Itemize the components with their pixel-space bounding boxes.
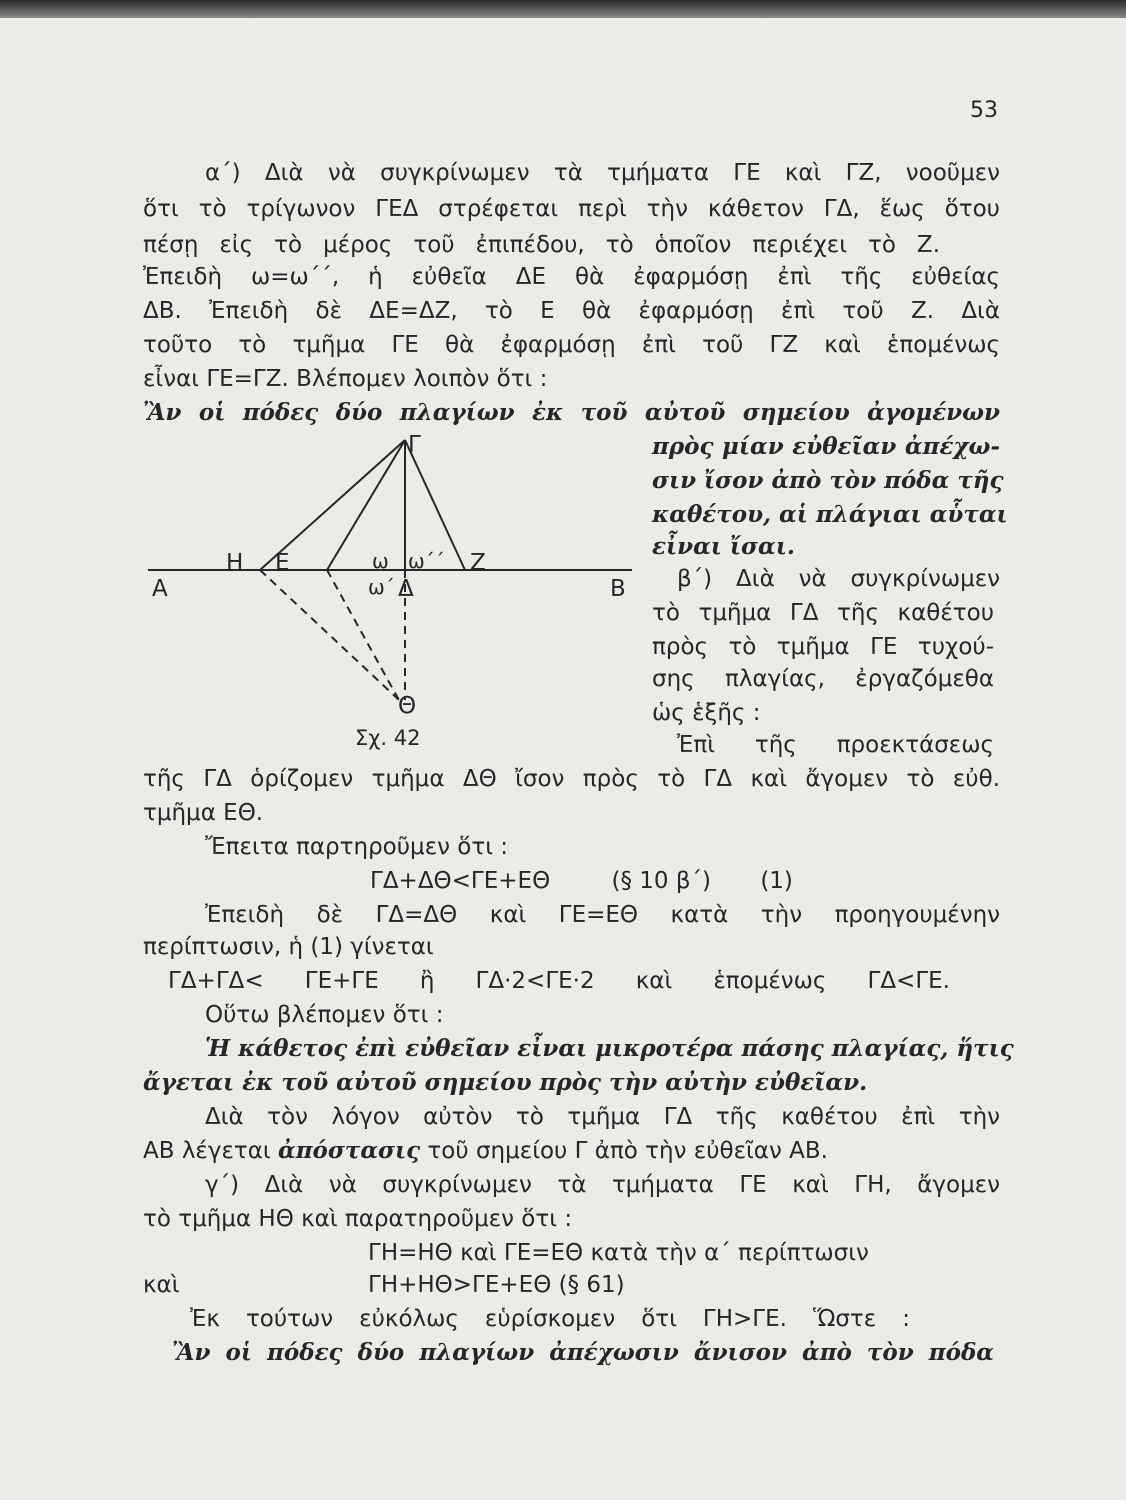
theorem-2-line-1: Ἡ κάθετος ἐπὶ εὐθεῖαν εἶναι μικροτέρα πάσης πλαγίας, ἥτις: [205, 1035, 1014, 1062]
para-b-right-5: ὡς ἑξῆς :: [652, 700, 761, 726]
distance-line-2: [143, 1136, 828, 1166]
formula-1-ref: (§ 10 β΄): [611, 868, 712, 894]
theorem-1-line-1: Ἂν οἱ πόδες δύο πλαγίων ἐκ τοῦ αὐτοῦ σημείου ἀγομένων: [143, 399, 1000, 426]
figure-caption: Σχ. 42: [355, 726, 421, 750]
formula-1-expr: ΓΔ+ΔΘ<ΓΕ+ΕΘ: [370, 868, 551, 894]
formula-2: ΓΔ+ΓΔ< ΓΕ+ΓΕ ἢ ΓΔ·2<ΓΕ·2 καὶ ἑπομένως ΓΔ<ΓΕ.: [168, 968, 950, 994]
label-z: Ζ: [470, 550, 486, 576]
figure-42: [140, 430, 640, 760]
para-a-line-2: ὅτι τὸ τρίγωνον ΓΕΔ στρέφεται περὶ τὴν κάθετον ΓΔ, ἕως ὅτου: [143, 196, 1000, 222]
para-a-line-1: α΄) Διὰ νὰ συγκρίνωμεν τὰ τμήματα ΓΕ καὶ ΓΖ, νοοῦμεν: [205, 160, 1000, 186]
case-line: περίπτωσιν, ἡ (1) γίνεται: [143, 934, 434, 960]
and-word: καὶ: [143, 1272, 180, 1298]
scan-top-edge: [0, 0, 1126, 18]
since-line: Ἐπειδὴ δὲ ΓΔ=ΔΘ καὶ ΓΕ=ΕΘ κατὰ τὴν προηγουμένην: [205, 902, 1000, 928]
label-omega-prime: ω΄: [368, 575, 395, 599]
para-b-right-3: πρὸς τὸ τμῆμα ΓΕ τυχού-: [652, 634, 994, 660]
para-a-line-6: τοῦτο τὸ τμῆμα ΓΕ θὰ ἐφαρμόσῃ ἐπὶ τοῦ ΓΖ καὶ ἑπομένως: [143, 332, 1000, 358]
theorem-1-line-5: εἶναι ἴσαι.: [652, 533, 795, 560]
theorem-1-line-3: σιν ἴσον ἀπὸ τὸν πόδα τῆς: [652, 467, 1004, 494]
para-a-line-5: ΔΒ. Ἐπειδὴ δὲ ΔΕ=ΔΖ, τὸ Ε θὰ ἐφαρμόσῃ ἐπὶ τοῦ Ζ. Διὰ: [143, 298, 1000, 324]
distance-line-2-end: τοῦ σημείου Γ ἀπὸ τὴν εὐθεῖαν ΑΒ.: [420, 1138, 828, 1164]
para-b-cont-2: τμῆμα ΕΘ.: [143, 800, 264, 826]
label-h: Η: [226, 550, 244, 576]
para-b-right-1: β΄) Διὰ νὰ συγκρίνωμεν: [677, 566, 1000, 592]
theorem-1-line-2: πρὸς μίαν εὐθεῖαν ἀπέχω-: [652, 433, 1000, 460]
para-b-right-6: Ἐπὶ τῆς προεκτάσεως: [677, 732, 994, 758]
theorem-1-line-4: καθέτου, αἱ πλάγιαι αὗται: [652, 501, 1008, 528]
label-g: Γ: [408, 432, 421, 458]
distance-line-1: Διὰ τὸν λόγον αὐτὸν τὸ τμῆμα ΓΔ τῆς καθέτου ἐπὶ τὴν: [205, 1104, 1000, 1130]
para-b-right-2: τὸ τμῆμα ΓΔ τῆς καθέτου: [652, 600, 994, 626]
thus-line: Οὕτω βλέπομεν ὅτι :: [205, 1002, 444, 1028]
formula-3: ΓΗ=ΗΘ καὶ ΓΕ=ΕΘ κατὰ τὴν α΄ περίπτωσιν: [368, 1240, 869, 1266]
para-a-line-3: πέσῃ εἰς τὸ μέρος τοῦ ἐπιπέδου, τὸ ὁποῖον περιέχει τὸ Ζ.: [143, 232, 940, 258]
then-line: Ἔπειτα παρτηροῦμεν ὅτι :: [205, 834, 509, 860]
formula-4: ΓΗ+ΗΘ>ΓΕ+ΕΘ (§ 61): [368, 1272, 625, 1298]
label-d: Δ: [398, 576, 414, 602]
formula-1-num: (1): [760, 868, 793, 894]
theorem-3-line-1: Ἂν οἱ πόδες δύο πλαγίων ἀπέχωσιν ἄνισον ἀπὸ τὸν πόδα: [172, 1339, 994, 1366]
theorem-2-line-2: ἄγεται ἐκ τοῦ αὐτοῦ σημείου πρὸς τὴν αὐτὴν εὐθεῖαν.: [143, 1069, 868, 1096]
label-e: Ε: [275, 550, 290, 576]
formula-1: [370, 866, 793, 896]
label-b: Β: [610, 576, 626, 602]
segment-ge: [327, 440, 405, 570]
label-a: Α: [152, 576, 168, 602]
page-number: 53: [970, 98, 998, 123]
label-omega: ω: [372, 549, 389, 573]
para-b-right-4: σης πλαγίας, ἐργαζόμεθα: [652, 666, 994, 692]
para-c-line-2: τὸ τμῆμα ΗΘ καὶ παρατηροῦμεν ὅτι :: [143, 1206, 573, 1232]
para-b-cont-1: τῆς ΓΔ ὁρίζομεν τμῆμα ΔΘ ἴσον πρὸς τὸ ΓΔ καὶ ἄγομεν τὸ εὐθ.: [143, 766, 1000, 792]
distance-line-2-start: ΑΒ λέγεται: [143, 1138, 279, 1164]
conclusion-line: Ἐκ τούτων εὐκόλως εὑρίσκομεν ὅτι ΓΗ>ΓΕ. Ὥστε :: [190, 1306, 910, 1332]
label-th: Θ: [398, 693, 417, 719]
label-omega-double: ω΄΄: [408, 549, 445, 573]
para-c-line-1: γ΄) Διὰ νὰ συγκρίνωμεν τὰ τμήματα ΓΕ καὶ ΓΗ, ἄγομεν: [205, 1172, 1000, 1198]
para-a-line-7: εἶναι ΓΕ=ΓΖ. Βλέπομεν λοιπὸν ὅτι :: [143, 366, 548, 392]
term-distance: ἀπόστασις: [278, 1137, 421, 1164]
para-a-line-4: Ἐπειδὴ ω=ω΄΄, ἡ εὐθεῖα ΔΕ θὰ ἐφαρμόσῃ ἐπὶ τῆς εὐθείας: [143, 264, 1000, 290]
